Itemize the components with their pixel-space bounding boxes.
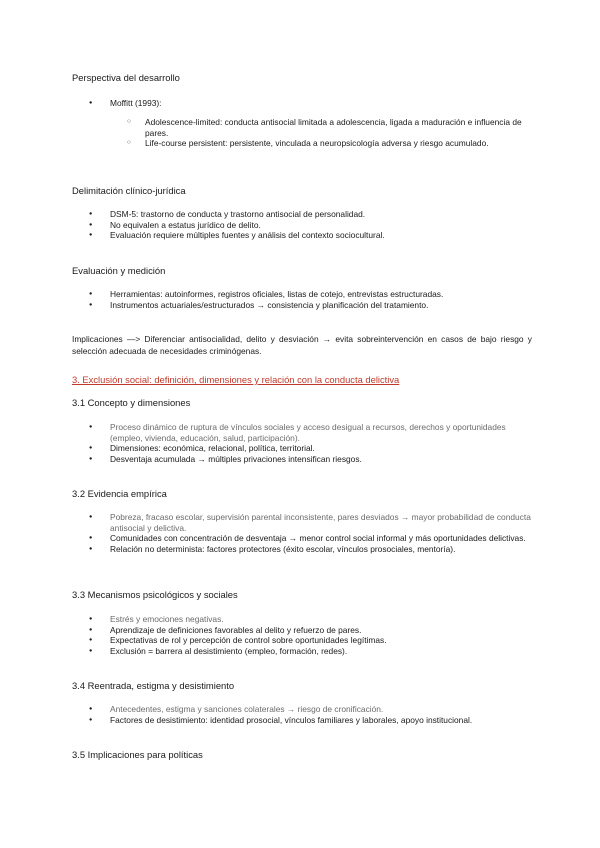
list-reentrada <box>72 704 532 725</box>
list-item: ○ Life-course persistent: persistente, vinculada a neuropsicología adversa y riesgo acumulado. <box>110 138 532 149</box>
list-concepto <box>72 422 532 464</box>
list-item: ● Proceso dinámico de ruptura de vínculos sociales y acceso desigual a recursos, derechos y oportunidades (empleo, vivienda, educación, salud, participación). <box>72 422 532 443</box>
list-item: ● Herramientas: autoinformes, registros oficiales, listas de cotejo, entrevistas estructuradas. <box>72 289 532 300</box>
list-item: ● Comunidades con concentración de desventaja → menor control social informal y más oportunidades delictivas. <box>72 533 532 544</box>
heading-reentrada: 3.4 Reentrada, estigma y desistimiento <box>72 680 235 691</box>
list-item: ○ Adolescence-limited: conducta antisocial limitada a adolescencia, ligada a maduración e influencia de pares. <box>110 117 532 138</box>
list-item: ● Pobreza, fracaso escolar, supervisión parental inconsistente, pares desviados → mayor probabilidad de conducta antisocial y delictiva. <box>72 512 532 533</box>
list-delimitacion <box>72 209 532 241</box>
list-item: ● Factores de desistimiento: identidad prosocial, vínculos familiares y laborales, apoyo institucional. <box>72 715 532 726</box>
list-evidencia <box>72 512 532 554</box>
list-item: ● Exclusión = barrera al desistimiento (empleo, formación, redes). <box>72 646 532 657</box>
heading-exclusion-social: 3. Exclusión social: definición, dimensiones y relación con la conducta delictiva <box>72 374 400 385</box>
list-item: ● DSM-5: trastorno de conducta y trastorno antisocial de personalidad. <box>72 209 532 220</box>
list-item: ● Relación no determinista: factores protectores (éxito escolar, vínculos prosociales, mentoría). <box>72 544 532 555</box>
heading-delimitacion: Delimitación clínico-jurídica <box>72 185 186 196</box>
implicaciones-paragraph: Implicaciones —> Diferenciar antisocialidad, delito y desviación → evita sobreintervención en casos de bajo riesgo y selección adecuada de necesidades criminógenas. <box>72 334 532 356</box>
heading-mecanismos: 3.3 Mecanismos psicológicos y sociales <box>72 589 238 600</box>
heading-implicaciones-politicas: 3.5 Implicaciones para políticas <box>72 749 203 760</box>
list-item: ● Dimensiones: económica, relacional, política, territorial. <box>72 443 532 454</box>
list-item: ● No equivalen a estatus jurídico de delito. <box>72 220 532 231</box>
list-item: ● Instrumentos actuariales/estructurados → consistencia y planificación del tratamiento. <box>72 300 532 311</box>
heading-perspectiva-desarrollo: Perspectiva del desarrollo <box>72 72 180 83</box>
heading-evaluacion: Evaluación y medición <box>72 265 166 276</box>
list-item: ● Desventaja acumulada → múltiples privaciones intensifican riesgos. <box>72 454 532 465</box>
list-item: ● Estrés y emociones negativas. <box>72 614 532 625</box>
list-item: ● Aprendizaje de definiciones favorables al delito y refuerzo de pares. <box>72 625 532 636</box>
list-evaluacion <box>72 289 532 310</box>
list-mecanismos <box>72 614 532 656</box>
heading-evidencia-empirica: 3.2 Evidencia empírica <box>72 488 167 499</box>
list-item: ● Expectativas de rol y percepción de control sobre oportunidades legítimas. <box>72 635 532 646</box>
sublist-moffitt <box>110 117 532 149</box>
heading-concepto-dimensiones: 3.1 Concepto y dimensiones <box>72 397 191 408</box>
list-desarrollo <box>72 98 532 109</box>
list-item: ● Moffitt (1993): <box>72 98 532 109</box>
list-item: ● Antecedentes, estigma y sanciones colaterales → riesgo de cronificación. <box>72 704 532 715</box>
list-item: ● Evaluación requiere múltiples fuentes y análisis del contexto sociocultural. <box>72 230 532 241</box>
